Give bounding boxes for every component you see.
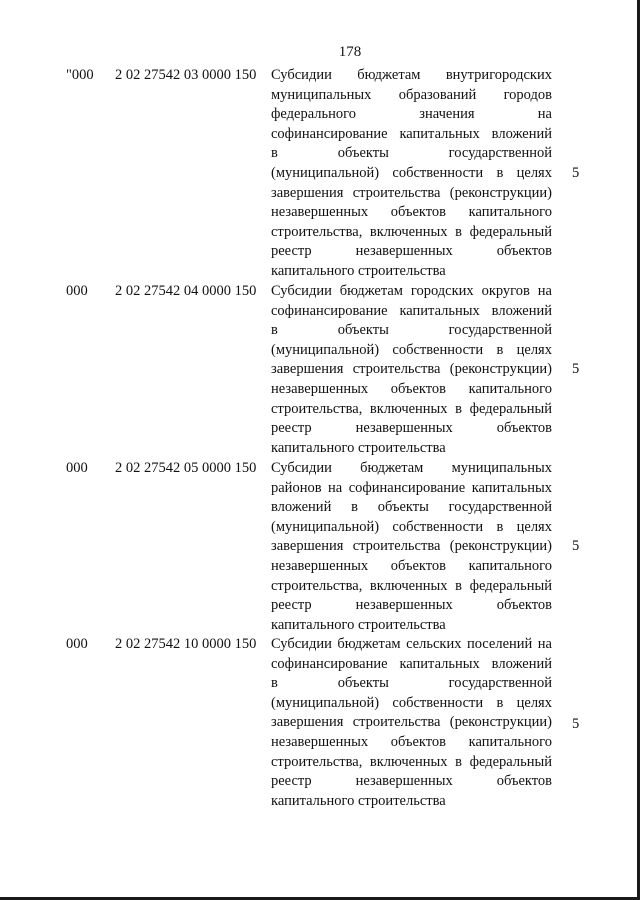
description-line: строительства, включенных в федеральный	[271, 223, 552, 240]
description-line: строительства, включенных в федеральный	[271, 400, 552, 417]
entry-description	[271, 66, 552, 282]
description-line: незавершенных объектов капитального	[271, 733, 552, 750]
description-line: строительства, включенных в федеральный	[271, 753, 552, 770]
budget-classification-code: 2 02 27542 03 0000 150	[115, 67, 257, 83]
description-line: софинансирование капитальных вложений	[271, 302, 552, 319]
description-line: незавершенных объектов капитального	[271, 380, 552, 397]
entry-description	[271, 459, 552, 635]
description-line: Субсидии бюджетам муниципальных	[271, 460, 552, 476]
note-reference: 5	[572, 538, 580, 554]
description-line: капитального строительства	[271, 439, 446, 456]
budget-classification-code: 2 02 27542 04 0000 150	[115, 283, 257, 299]
description-line: реестр незавершенных объектов	[271, 597, 552, 614]
description-line: Субсидии бюджетам сельских поселений на	[271, 636, 552, 652]
description-line: районов на софинансирование капитальных	[271, 479, 552, 496]
budget-classification-code: 2 02 27542 10 0000 150	[115, 636, 257, 652]
description-line: в объекты государственной	[271, 322, 552, 339]
description-line: в объекты государственной	[271, 675, 552, 692]
admin-code: "000	[66, 67, 94, 83]
budget-classification-code: 2 02 27542 05 0000 150	[115, 460, 257, 476]
description-line: (муниципальной) собственности в целях	[271, 694, 552, 711]
admin-code: 000	[66, 460, 88, 476]
admin-code: 000	[66, 283, 88, 299]
description-line: незавершенных объектов капитального	[271, 204, 552, 221]
description-line: капитального строительства	[271, 792, 446, 809]
description-line: завершения строительства (реконструкции)	[271, 184, 552, 201]
description-line: строительства, включенных в федеральный	[271, 577, 552, 594]
entry-description	[271, 282, 552, 458]
description-line: Субсидии бюджетам городских округов на	[271, 283, 552, 299]
page-number: 178	[338, 44, 362, 60]
description-line: незавершенных объектов капитального	[271, 557, 552, 574]
description-line: капитального строительства	[271, 616, 446, 633]
note-reference: 5	[572, 361, 580, 377]
description-line: Субсидии бюджетам внутригородских	[271, 67, 552, 83]
description-line: софинансирование капитальных вложений	[271, 125, 552, 142]
description-line: реестр незавершенных объектов	[271, 420, 552, 437]
description-line: капитального строительства	[271, 262, 446, 279]
description-line: софинансирование капитальных вложений	[271, 655, 552, 672]
note-reference: 5	[572, 165, 580, 181]
description-line: вложений в объекты государственной	[271, 499, 552, 516]
admin-code: 000	[66, 636, 88, 652]
note-reference: 5	[572, 716, 580, 732]
description-line: (муниципальной) собственности в целях	[271, 518, 552, 535]
description-line: завершения строительства (реконструкции)	[271, 714, 552, 731]
description-line: (муниципальной) собственности в целях	[271, 164, 552, 181]
description-line: завершения строительства (реконструкции)	[271, 538, 552, 555]
description-line: федерального значения на	[271, 106, 552, 123]
description-line: завершения строительства (реконструкции)	[271, 361, 552, 378]
description-line: муниципальных образований городов	[271, 86, 552, 103]
description-line: (муниципальной) собственности в целях	[271, 341, 552, 358]
entry-description	[271, 635, 552, 811]
description-line: реестр незавершенных объектов	[271, 243, 552, 260]
description-line: в объекты государственной	[271, 145, 552, 162]
description-line: реестр незавершенных объектов	[271, 773, 552, 790]
